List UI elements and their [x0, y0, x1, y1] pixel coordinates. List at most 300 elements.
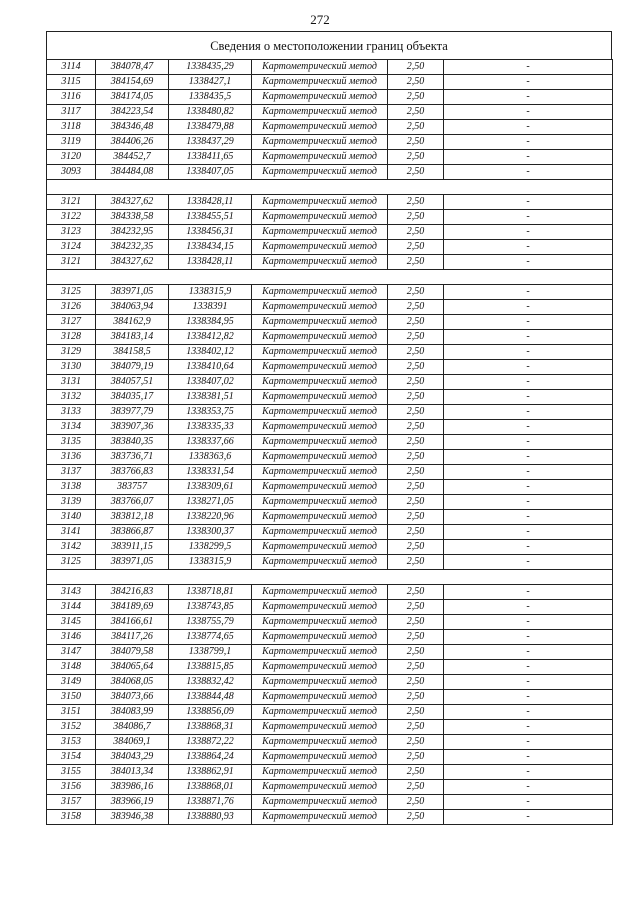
x-coordinate-cell: 384183,14: [96, 329, 169, 344]
x-coordinate-cell: 384117,26: [96, 629, 169, 644]
method-cell: Картометрический метод: [252, 809, 388, 824]
table-row: [47, 60, 613, 75]
empty-cell: [388, 180, 444, 195]
table-row: [47, 479, 613, 494]
table-row: [47, 494, 613, 509]
empty-cell: [47, 269, 96, 284]
description-cell: -: [444, 254, 613, 269]
accuracy-cell: 2,50: [388, 389, 444, 404]
x-coordinate-cell: 384406,26: [96, 135, 169, 150]
point-number-cell: 3145: [47, 614, 96, 629]
table-row: [47, 629, 613, 644]
x-coordinate-cell: 384057,51: [96, 374, 169, 389]
point-number-cell: 3114: [47, 60, 96, 75]
x-coordinate-cell: 383766,83: [96, 464, 169, 479]
y-coordinate-cell: 1338315,9: [169, 284, 252, 299]
description-cell: -: [444, 734, 613, 749]
description-cell: -: [444, 539, 613, 554]
method-cell: Картометрический метод: [252, 254, 388, 269]
accuracy-cell: 2,50: [388, 689, 444, 704]
method-cell: Картометрический метод: [252, 479, 388, 494]
page-number: 272: [310, 12, 330, 27]
description-cell: -: [444, 284, 613, 299]
description-cell: -: [444, 494, 613, 509]
point-number-cell: 3118: [47, 120, 96, 135]
description-cell: -: [444, 120, 613, 135]
point-number-cell: 3129: [47, 344, 96, 359]
accuracy-cell: 2,50: [388, 644, 444, 659]
accuracy-cell: 2,50: [388, 419, 444, 434]
point-number-cell: 3115: [47, 75, 96, 90]
empty-cell: [388, 269, 444, 284]
accuracy-cell: 2,50: [388, 809, 444, 824]
accuracy-cell: 2,50: [388, 374, 444, 389]
method-cell: Картометрический метод: [252, 389, 388, 404]
y-coordinate-cell: 1338815,85: [169, 659, 252, 674]
description-cell: -: [444, 614, 613, 629]
accuracy-cell: 2,50: [388, 734, 444, 749]
y-coordinate-cell: 1338743,85: [169, 599, 252, 614]
method-cell: Картометрический метод: [252, 779, 388, 794]
description-cell: -: [444, 599, 613, 614]
method-cell: Картометрический метод: [252, 584, 388, 599]
method-cell: Картометрический метод: [252, 344, 388, 359]
method-cell: Картометрический метод: [252, 404, 388, 419]
y-coordinate-cell: 1338335,33: [169, 419, 252, 434]
x-coordinate-cell: 384069,1: [96, 734, 169, 749]
point-number-cell: 3093: [47, 165, 96, 180]
y-coordinate-cell: 1338402,12: [169, 344, 252, 359]
x-coordinate-cell: 384174,05: [96, 90, 169, 105]
accuracy-cell: 2,50: [388, 554, 444, 569]
x-coordinate-cell: 383971,05: [96, 554, 169, 569]
group-separator-row: [47, 180, 613, 195]
y-coordinate-cell: 1338411,65: [169, 150, 252, 165]
x-coordinate-cell: 384452,7: [96, 150, 169, 165]
empty-cell: [444, 269, 613, 284]
description-cell: -: [444, 479, 613, 494]
accuracy-cell: 2,50: [388, 764, 444, 779]
accuracy-cell: 2,50: [388, 209, 444, 224]
y-coordinate-cell: 1338407,02: [169, 374, 252, 389]
method-cell: Картометрический метод: [252, 704, 388, 719]
description-cell: -: [444, 584, 613, 599]
y-coordinate-cell: 1338384,95: [169, 314, 252, 329]
point-number-cell: 3149: [47, 674, 96, 689]
table-row: [47, 404, 613, 419]
coordinates-table-body: [47, 60, 613, 825]
method-cell: Картометрический метод: [252, 554, 388, 569]
table-row: [47, 749, 613, 764]
table-row: [47, 704, 613, 719]
x-coordinate-cell: 383866,87: [96, 524, 169, 539]
method-cell: Картометрический метод: [252, 524, 388, 539]
point-number-cell: 3157: [47, 794, 96, 809]
accuracy-cell: 2,50: [388, 509, 444, 524]
accuracy-cell: 2,50: [388, 794, 444, 809]
empty-cell: [252, 180, 388, 195]
accuracy-cell: 2,50: [388, 479, 444, 494]
table-row: [47, 224, 613, 239]
y-coordinate-cell: 1338872,22: [169, 734, 252, 749]
group-separator-row: [47, 569, 613, 584]
accuracy-cell: 2,50: [388, 404, 444, 419]
description-cell: -: [444, 554, 613, 569]
x-coordinate-cell: 383971,05: [96, 284, 169, 299]
description-cell: -: [444, 794, 613, 809]
table-row: [47, 105, 613, 120]
table-row: [47, 554, 613, 569]
accuracy-cell: 2,50: [388, 659, 444, 674]
accuracy-cell: 2,50: [388, 494, 444, 509]
method-cell: Картометрический метод: [252, 494, 388, 509]
description-cell: -: [444, 374, 613, 389]
accuracy-cell: 2,50: [388, 299, 444, 314]
description-cell: -: [444, 419, 613, 434]
y-coordinate-cell: 1338718,81: [169, 584, 252, 599]
method-cell: Картометрический метод: [252, 644, 388, 659]
description-cell: -: [444, 749, 613, 764]
method-cell: Картометрический метод: [252, 599, 388, 614]
method-cell: Картометрический метод: [252, 719, 388, 734]
method-cell: Картометрический метод: [252, 135, 388, 150]
table-row: [47, 359, 613, 374]
description-cell: -: [444, 299, 613, 314]
y-coordinate-cell: 1338271,05: [169, 494, 252, 509]
y-coordinate-cell: 1338480,82: [169, 105, 252, 120]
point-number-cell: 3136: [47, 449, 96, 464]
x-coordinate-cell: 384346,48: [96, 120, 169, 135]
method-cell: Картометрический метод: [252, 674, 388, 689]
accuracy-cell: 2,50: [388, 75, 444, 90]
empty-cell: [96, 180, 169, 195]
method-cell: Картометрический метод: [252, 764, 388, 779]
accuracy-cell: 2,50: [388, 165, 444, 180]
description-cell: -: [444, 329, 613, 344]
x-coordinate-cell: 383907,36: [96, 419, 169, 434]
method-cell: Картометрический метод: [252, 224, 388, 239]
x-coordinate-cell: 383977,79: [96, 404, 169, 419]
table-row: [47, 509, 613, 524]
y-coordinate-cell: 1338868,31: [169, 719, 252, 734]
description-cell: -: [444, 779, 613, 794]
point-number-cell: 3135: [47, 434, 96, 449]
table-row: [47, 599, 613, 614]
x-coordinate-cell: 383986,16: [96, 779, 169, 794]
accuracy-cell: 2,50: [388, 749, 444, 764]
y-coordinate-cell: 1338363,6: [169, 449, 252, 464]
x-coordinate-cell: 383966,19: [96, 794, 169, 809]
y-coordinate-cell: 1338880,93: [169, 809, 252, 824]
table-title: Сведения о местоположении границ объекта: [46, 31, 612, 59]
table-row: [47, 194, 613, 209]
point-number-cell: 3156: [47, 779, 96, 794]
y-coordinate-cell: 1338799,1: [169, 644, 252, 659]
y-coordinate-cell: 1338428,11: [169, 254, 252, 269]
point-number-cell: 3150: [47, 689, 96, 704]
method-cell: Картометрический метод: [252, 165, 388, 180]
method-cell: Картометрический метод: [252, 374, 388, 389]
method-cell: Картометрический метод: [252, 299, 388, 314]
accuracy-cell: 2,50: [388, 359, 444, 374]
method-cell: Картометрический метод: [252, 659, 388, 674]
point-number-cell: 3148: [47, 659, 96, 674]
table-row: [47, 764, 613, 779]
table-row: [47, 524, 613, 539]
accuracy-cell: 2,50: [388, 674, 444, 689]
method-cell: Картометрический метод: [252, 464, 388, 479]
x-coordinate-cell: 384086,7: [96, 719, 169, 734]
accuracy-cell: 2,50: [388, 719, 444, 734]
table-row: [47, 299, 613, 314]
y-coordinate-cell: 1338428,11: [169, 194, 252, 209]
table-row: [47, 239, 613, 254]
accuracy-cell: 2,50: [388, 614, 444, 629]
method-cell: Картометрический метод: [252, 75, 388, 90]
accuracy-cell: 2,50: [388, 314, 444, 329]
table-row: [47, 614, 613, 629]
group-separator-row: [47, 269, 613, 284]
point-number-cell: 3134: [47, 419, 96, 434]
point-number-cell: 3119: [47, 135, 96, 150]
table-row: [47, 90, 613, 105]
x-coordinate-cell: 384079,58: [96, 644, 169, 659]
point-number-cell: 3141: [47, 524, 96, 539]
description-cell: -: [444, 509, 613, 524]
point-number-cell: 3125: [47, 284, 96, 299]
x-coordinate-cell: 384073,66: [96, 689, 169, 704]
accuracy-cell: 2,50: [388, 704, 444, 719]
x-coordinate-cell: 383736,71: [96, 449, 169, 464]
description-cell: -: [444, 75, 613, 90]
description-cell: -: [444, 389, 613, 404]
x-coordinate-cell: 384068,05: [96, 674, 169, 689]
table-row: [47, 75, 613, 90]
x-coordinate-cell: 384162,9: [96, 314, 169, 329]
description-cell: -: [444, 90, 613, 105]
description-cell: -: [444, 194, 613, 209]
point-number-cell: 3137: [47, 464, 96, 479]
empty-cell: [252, 569, 388, 584]
method-cell: Картометрический метод: [252, 614, 388, 629]
point-number-cell: 3154: [47, 749, 96, 764]
y-coordinate-cell: 1338832,42: [169, 674, 252, 689]
description-cell: -: [444, 60, 613, 75]
method-cell: Картометрический метод: [252, 509, 388, 524]
accuracy-cell: 2,50: [388, 135, 444, 150]
accuracy-cell: 2,50: [388, 449, 444, 464]
accuracy-cell: 2,50: [388, 599, 444, 614]
y-coordinate-cell: 1338774,65: [169, 629, 252, 644]
x-coordinate-cell: 383840,35: [96, 434, 169, 449]
table-row: [47, 719, 613, 734]
point-number-cell: 3143: [47, 584, 96, 599]
accuracy-cell: 2,50: [388, 120, 444, 135]
point-number-cell: 3158: [47, 809, 96, 824]
x-coordinate-cell: 384223,54: [96, 105, 169, 120]
table-row: [47, 464, 613, 479]
table-row: [47, 120, 613, 135]
x-coordinate-cell: 383946,38: [96, 809, 169, 824]
method-cell: Картометрический метод: [252, 314, 388, 329]
description-cell: -: [444, 344, 613, 359]
description-cell: -: [444, 719, 613, 734]
description-cell: -: [444, 314, 613, 329]
accuracy-cell: 2,50: [388, 629, 444, 644]
method-cell: Картометрический метод: [252, 359, 388, 374]
description-cell: -: [444, 629, 613, 644]
description-cell: -: [444, 524, 613, 539]
x-coordinate-cell: 384043,29: [96, 749, 169, 764]
description-cell: -: [444, 239, 613, 254]
y-coordinate-cell: 1338871,76: [169, 794, 252, 809]
method-cell: Картометрический метод: [252, 329, 388, 344]
empty-cell: [444, 180, 613, 195]
point-number-cell: 3131: [47, 374, 96, 389]
y-coordinate-cell: 1338331,54: [169, 464, 252, 479]
point-number-cell: 3121: [47, 254, 96, 269]
accuracy-cell: 2,50: [388, 60, 444, 75]
method-cell: Картометрический метод: [252, 105, 388, 120]
table-row: [47, 209, 613, 224]
y-coordinate-cell: 1338300,37: [169, 524, 252, 539]
empty-cell: [388, 569, 444, 584]
empty-cell: [444, 569, 613, 584]
method-cell: Картометрический метод: [252, 284, 388, 299]
point-number-cell: 3155: [47, 764, 96, 779]
x-coordinate-cell: 384327,62: [96, 194, 169, 209]
point-number-cell: 3153: [47, 734, 96, 749]
description-cell: -: [444, 449, 613, 464]
table-row: [47, 644, 613, 659]
description-cell: -: [444, 434, 613, 449]
table-row: [47, 150, 613, 165]
point-number-cell: 3139: [47, 494, 96, 509]
method-cell: Картометрический метод: [252, 239, 388, 254]
point-number-cell: 3133: [47, 404, 96, 419]
table-row: [47, 434, 613, 449]
y-coordinate-cell: 1338856,09: [169, 704, 252, 719]
table-row: [47, 165, 613, 180]
x-coordinate-cell: 384189,69: [96, 599, 169, 614]
method-cell: Картометрический метод: [252, 449, 388, 464]
x-coordinate-cell: 384232,35: [96, 239, 169, 254]
y-coordinate-cell: 1338427,1: [169, 75, 252, 90]
description-cell: -: [444, 150, 613, 165]
y-coordinate-cell: 1338353,75: [169, 404, 252, 419]
accuracy-cell: 2,50: [388, 524, 444, 539]
y-coordinate-cell: 1338337,66: [169, 434, 252, 449]
y-coordinate-cell: 1338455,51: [169, 209, 252, 224]
description-cell: -: [444, 105, 613, 120]
accuracy-cell: 2,50: [388, 584, 444, 599]
coordinates-table: [46, 59, 613, 825]
x-coordinate-cell: 384166,61: [96, 614, 169, 629]
accuracy-cell: 2,50: [388, 194, 444, 209]
point-number-cell: 3138: [47, 479, 96, 494]
method-cell: Картометрический метод: [252, 434, 388, 449]
accuracy-cell: 2,50: [388, 344, 444, 359]
accuracy-cell: 2,50: [388, 329, 444, 344]
accuracy-cell: 2,50: [388, 284, 444, 299]
y-coordinate-cell: 1338391: [169, 299, 252, 314]
table-row: [47, 809, 613, 824]
description-cell: -: [444, 764, 613, 779]
x-coordinate-cell: 384158,5: [96, 344, 169, 359]
y-coordinate-cell: 1338844,48: [169, 689, 252, 704]
method-cell: Картометрический метод: [252, 734, 388, 749]
method-cell: Картометрический метод: [252, 150, 388, 165]
accuracy-cell: 2,50: [388, 150, 444, 165]
point-number-cell: 3152: [47, 719, 96, 734]
point-number-cell: 3142: [47, 539, 96, 554]
point-number-cell: 3127: [47, 314, 96, 329]
point-number-cell: 3121: [47, 194, 96, 209]
empty-cell: [169, 569, 252, 584]
x-coordinate-cell: 383766,07: [96, 494, 169, 509]
method-cell: Картометрический метод: [252, 749, 388, 764]
y-coordinate-cell: 1338412,82: [169, 329, 252, 344]
description-cell: -: [444, 135, 613, 150]
point-number-cell: 3116: [47, 90, 96, 105]
point-number-cell: 3132: [47, 389, 96, 404]
description-cell: -: [444, 464, 613, 479]
x-coordinate-cell: 383812,18: [96, 509, 169, 524]
accuracy-cell: 2,50: [388, 779, 444, 794]
y-coordinate-cell: 1338862,91: [169, 764, 252, 779]
description-cell: -: [444, 674, 613, 689]
y-coordinate-cell: 1338435,5: [169, 90, 252, 105]
empty-cell: [47, 569, 96, 584]
point-number-cell: 3140: [47, 509, 96, 524]
point-number-cell: 3146: [47, 629, 96, 644]
y-coordinate-cell: 1338755,79: [169, 614, 252, 629]
table-row: [47, 344, 613, 359]
x-coordinate-cell: 384338,58: [96, 209, 169, 224]
table-row: [47, 449, 613, 464]
accuracy-cell: 2,50: [388, 464, 444, 479]
y-coordinate-cell: 1338315,9: [169, 554, 252, 569]
empty-cell: [47, 180, 96, 195]
table-row: [47, 734, 613, 749]
table-row: [47, 659, 613, 674]
description-cell: -: [444, 704, 613, 719]
empty-cell: [252, 269, 388, 284]
x-coordinate-cell: 383911,15: [96, 539, 169, 554]
point-number-cell: 3130: [47, 359, 96, 374]
x-coordinate-cell: 384079,19: [96, 359, 169, 374]
description-cell: -: [444, 644, 613, 659]
point-number-cell: 3120: [47, 150, 96, 165]
table-row: [47, 794, 613, 809]
y-coordinate-cell: 1338299,5: [169, 539, 252, 554]
table-row: [47, 314, 613, 329]
method-cell: Картометрический метод: [252, 794, 388, 809]
empty-cell: [96, 269, 169, 284]
x-coordinate-cell: 384035,17: [96, 389, 169, 404]
y-coordinate-cell: 1338435,29: [169, 60, 252, 75]
method-cell: Картометрический метод: [252, 419, 388, 434]
method-cell: Картометрический метод: [252, 689, 388, 704]
method-cell: Картометрический метод: [252, 194, 388, 209]
point-number-cell: 3122: [47, 209, 96, 224]
accuracy-cell: 2,50: [388, 224, 444, 239]
table-row: [47, 584, 613, 599]
point-number-cell: 3147: [47, 644, 96, 659]
description-cell: -: [444, 689, 613, 704]
point-number-cell: 3117: [47, 105, 96, 120]
accuracy-cell: 2,50: [388, 90, 444, 105]
